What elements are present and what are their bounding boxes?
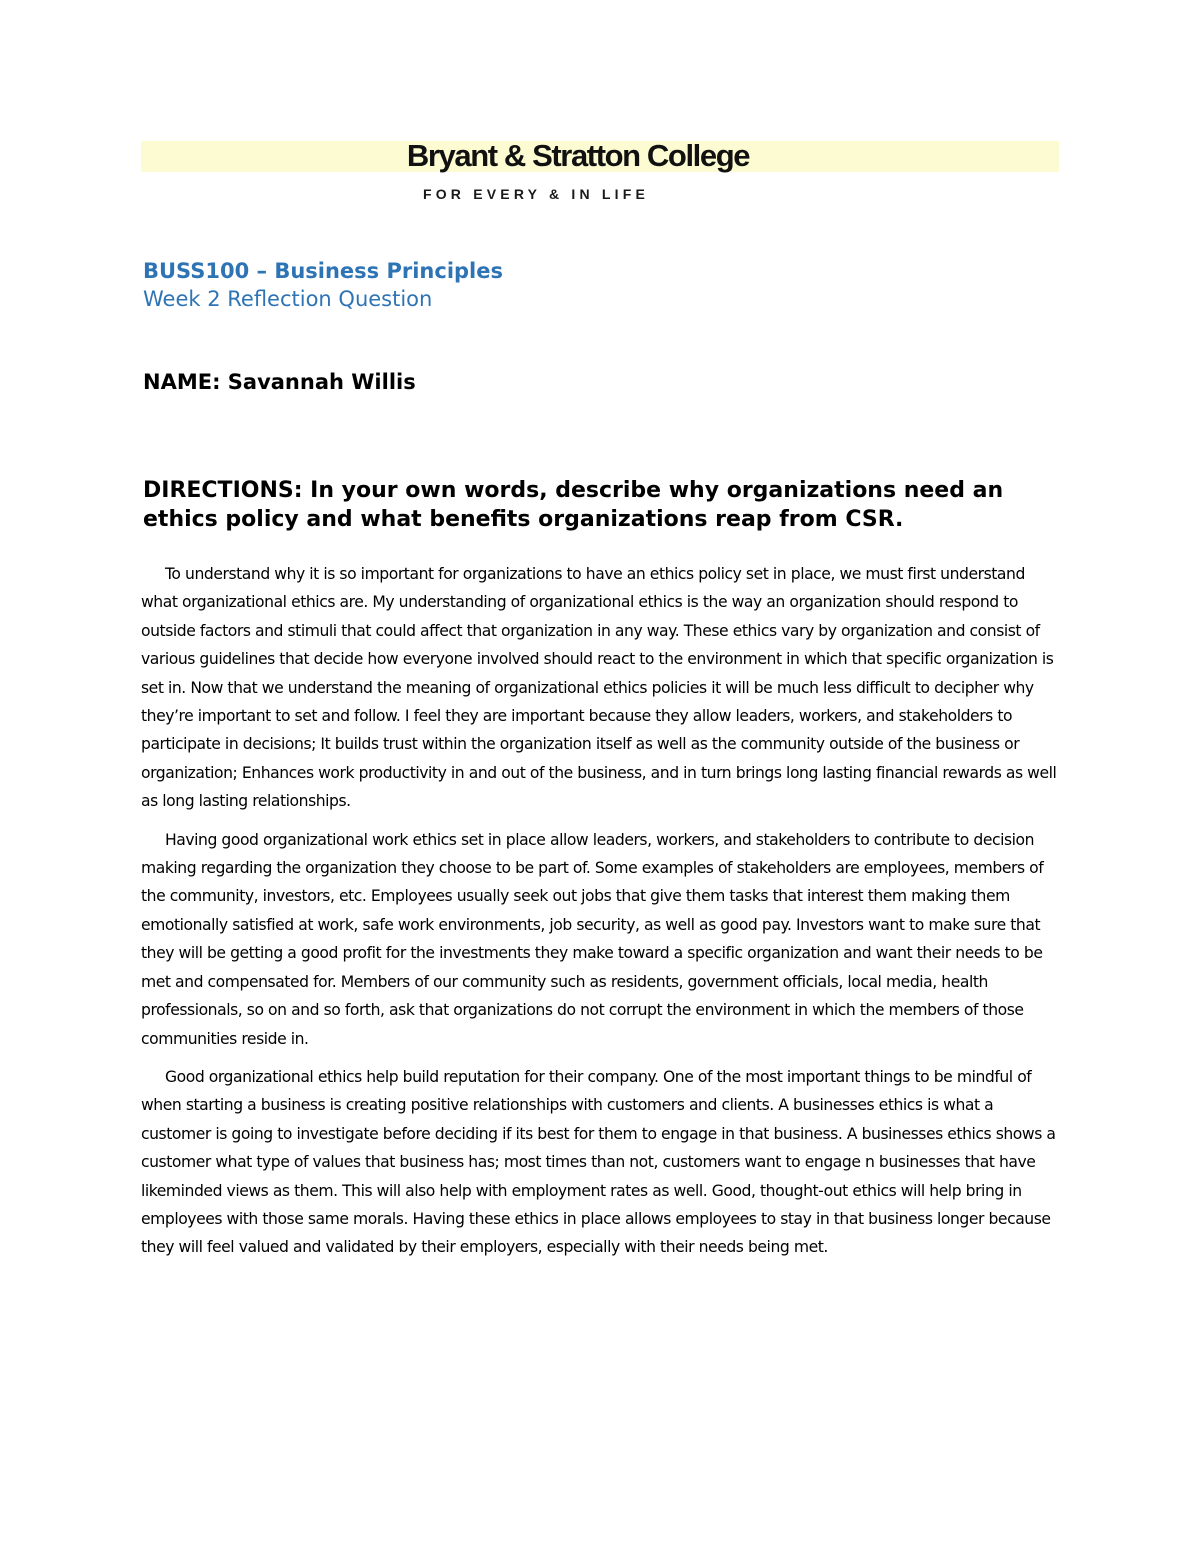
course-title: BUSS100 – Business Principles xyxy=(143,259,503,283)
college-tagline: FOR EVERY & IN LIFE xyxy=(422,186,650,202)
essay-paragraph: Having good organizational work ethics set in place allow leaders, workers, and stakeholders to contribute to decision making regarding the organization they choose to be part of. Some examples of stakeholders are employees, members of the community, investors, etc. Employees usually seek out jobs that give them tasks that interest them making them emotionally satisfied at work, safe work environments, job security, as well as good pay. Investors want to make sure that they will be getting a good profit for the investments they make toward a specific organization and want their needs to be met and compensated for. Members of our community such as residents, government officials, local media, health professionals, so on and so forth, ask that organizations do not corrupt the environment in which the members of those communities reside in. xyxy=(141,830,1044,1048)
student-name: NAME: Savannah Willis xyxy=(143,370,416,394)
directions-heading: DIRECTIONS: In your own words, describe why organizations need an ethics policy and what benefits organizations reap from CSR. xyxy=(143,478,1004,532)
essay-paragraph: Good organizational ethics help build reputation for their company. One of the most important things to be mindful of when starting a business is creating positive relationships with customers and clients. A businesses ethics is what a customer is going to investigate before deciding if its best for them to engage in that business. A businesses ethics shows a customer what type of values that business has; most times than not, customers want to engage n businesses that have likeminded views as them. This will also help with employment rates as well. Good, thought-out ethics will help bring in employees with those same morals. Having these ethics in place allows employees to stay in that business longer because they will feel valued and validated by their employers, especially with their needs being met. xyxy=(141,1067,1056,1257)
assignment-title: Week 2 Reflection Question xyxy=(143,287,433,311)
essay-body xyxy=(141,560,1061,1272)
college-logo-text: Bryant & Stratton College xyxy=(406,138,750,173)
essay-paragraph: To understand why it is so important for organizations to have an ethics policy set in place, we must first understand what organizational ethics are. My understanding of organizational ethics is the way an organization should respond to outside factors and stimuli that could affect that organization in any way. These ethics vary by organization and consist of various guidelines that decide how everyone involved should react to the environment in which that specific organization is set in. Now that we understand the meaning of organizational ethics policies it will be much less difficult to decipher why they’re important to set and follow. I feel they are important because they allow leaders, workers, and stakeholders to participate in decisions; It builds trust within the organization itself as well as the community outside of the business or organization; Enhances work productivity in and out of the business, and in turn brings long lasting financial rewards as well as long lasting relationships. xyxy=(141,565,1057,811)
